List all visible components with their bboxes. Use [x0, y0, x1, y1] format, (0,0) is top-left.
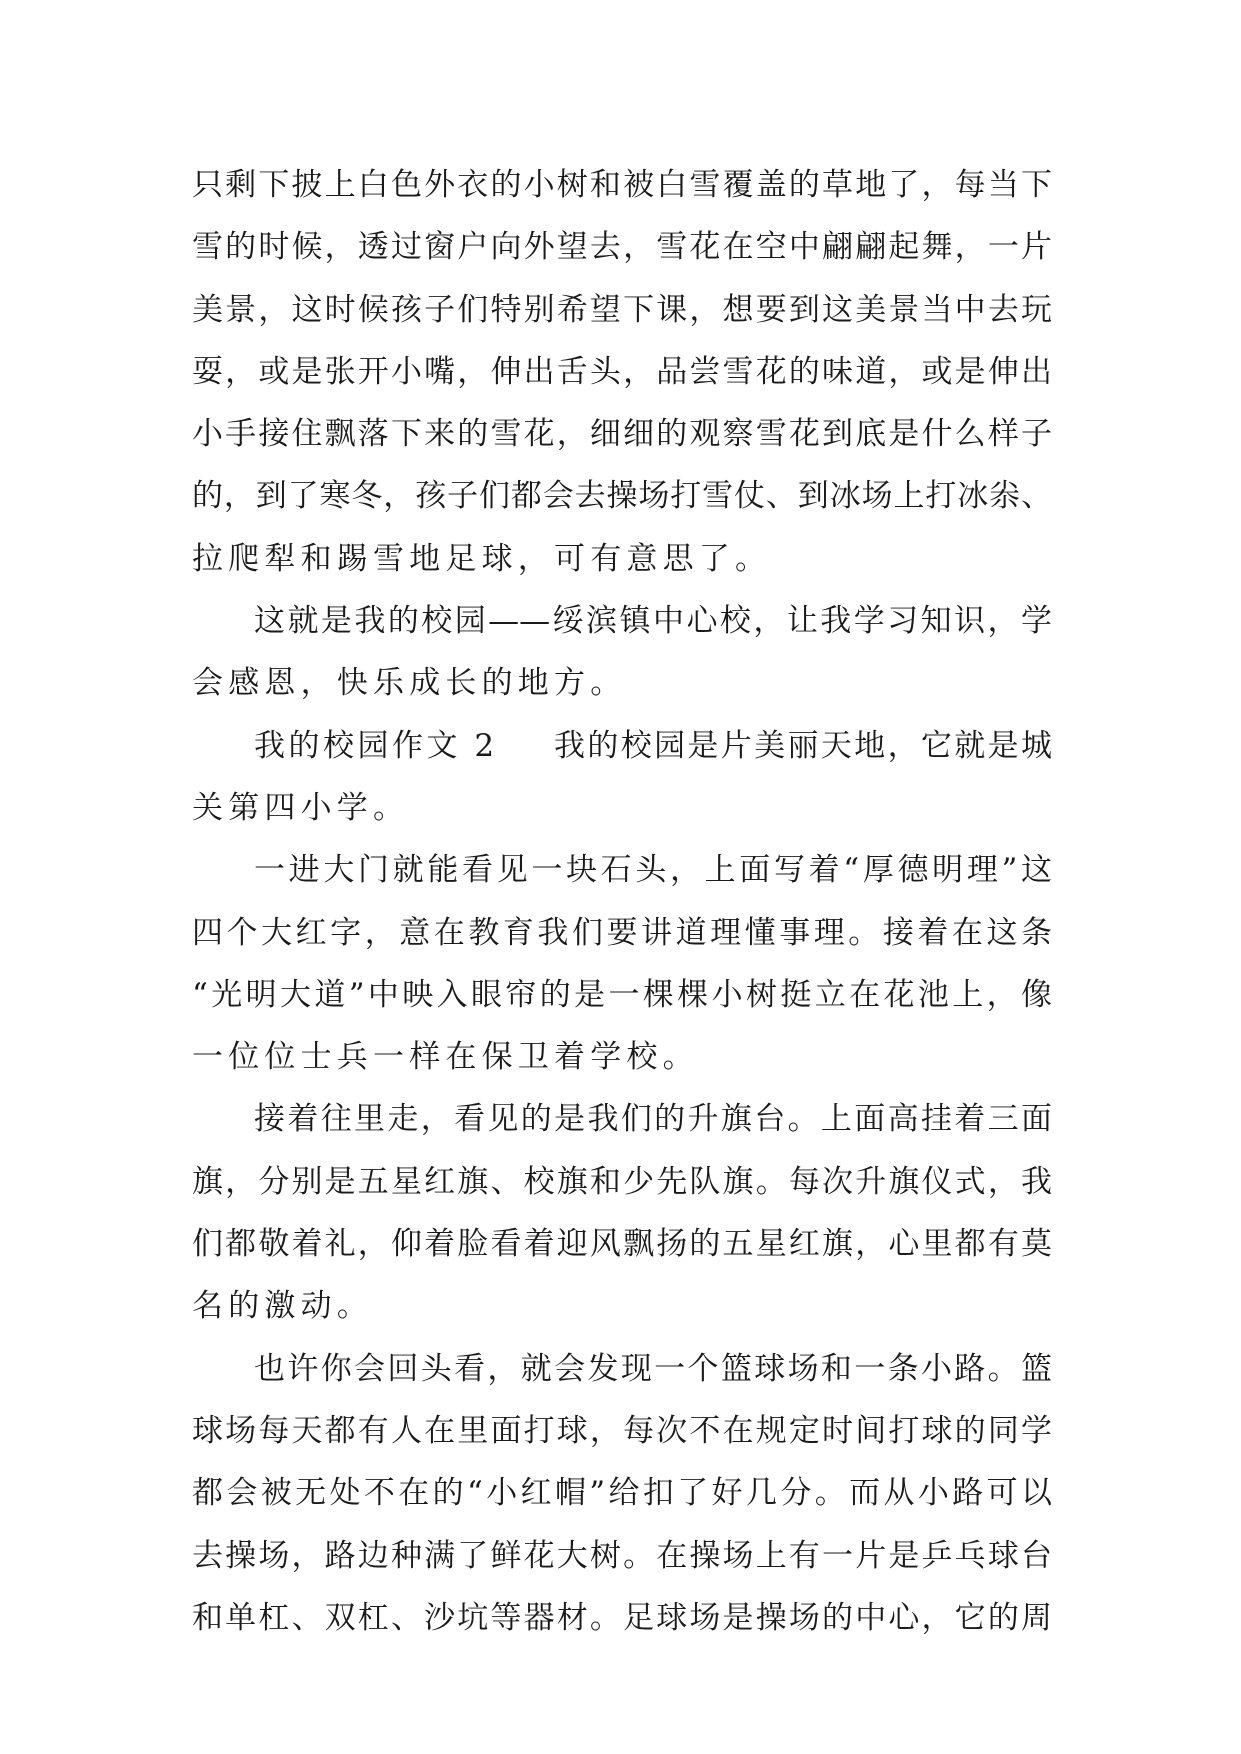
- text-line: 只剩下披上白色外衣的小树和被白雪覆盖的草地了，每当下: [192, 167, 1052, 203]
- text-line: 会感恩，快乐成长的地方。: [192, 665, 627, 702]
- text-line: 去操场，路边种满了鲜花大树。在操场上有一片是乒乓球台: [192, 1537, 1052, 1574]
- paragraph-first-segment: 我的校园是片美丽天地，它就是城: [554, 727, 1052, 764]
- paragraph-first-line: 接着往里走，看见的是我们的升旗台。上面高挂着三面: [254, 1101, 1052, 1138]
- text-line: 雪的时候，透过窗户向外望去，雪花在空中翩翩起舞，一片: [192, 229, 1052, 266]
- text-line: 名的激动。: [192, 1288, 373, 1325]
- text-line: 旗，分别是五星红旗、校旗和少先队旗。每次升旗仪式，我: [192, 1163, 1052, 1200]
- text-line: 四个大红字，意在教育我们要讲道理懂事理。接着在这条: [192, 914, 1052, 951]
- text-line: 一位位士兵一样在保卫着学校。: [192, 1039, 699, 1076]
- essay-heading: 我的校园作文 2: [254, 727, 498, 764]
- paragraph-first-line: 一进大门就能看见一块石头，上面写着“厚德明理”这: [254, 852, 1052, 889]
- text-line: “光明大道”中映入眼帘的是一棵棵小树挺立在花池上，像: [192, 976, 1052, 1013]
- paragraph-first-line: 这就是我的校园——绥滨镇中心校，让我学习知识，学: [254, 603, 1052, 640]
- text-line: 们都敬着礼，仰着脸看着迎风飘扬的五星红旗，心里都有莫: [192, 1226, 1052, 1263]
- text-line: 和单杠、双杠、沙坑等器材。足球场是操场的中心，它的周: [192, 1599, 1052, 1636]
- essay-text: [192, 154, 1052, 1649]
- text-line: 的，到了寒冬，孩子们都会去操场打雪仗、到冰场上打冰尜、: [192, 478, 1052, 515]
- text-line: 美景，这时候孩子们特别希望下课，想要到这美景当中去玩: [192, 291, 1052, 328]
- text-line: 都会被无处不在的“小红帽”给扣了好几分。而从小路可以: [192, 1475, 1052, 1512]
- text-line: 小手接住飘落下来的雪花，细细的观察雪花到底是什么样子: [192, 416, 1052, 453]
- paragraph-first-line: 也许你会回头看，就会发现一个篮球场和一条小路。篮: [254, 1350, 1052, 1387]
- text-line: 关第四小学。: [192, 789, 410, 826]
- text-line: 耍，或是张开小嘴，伸出舌头，品尝雪花的味道，或是伸出: [192, 353, 1052, 390]
- essay-heading-line: [192, 715, 1052, 777]
- text-line: 拉爬犁和踢雪地足球，可有意思了。: [192, 540, 772, 577]
- text-line: 球场每天都有人在里面打球，每次不在规定时间打球的同学: [192, 1412, 1052, 1449]
